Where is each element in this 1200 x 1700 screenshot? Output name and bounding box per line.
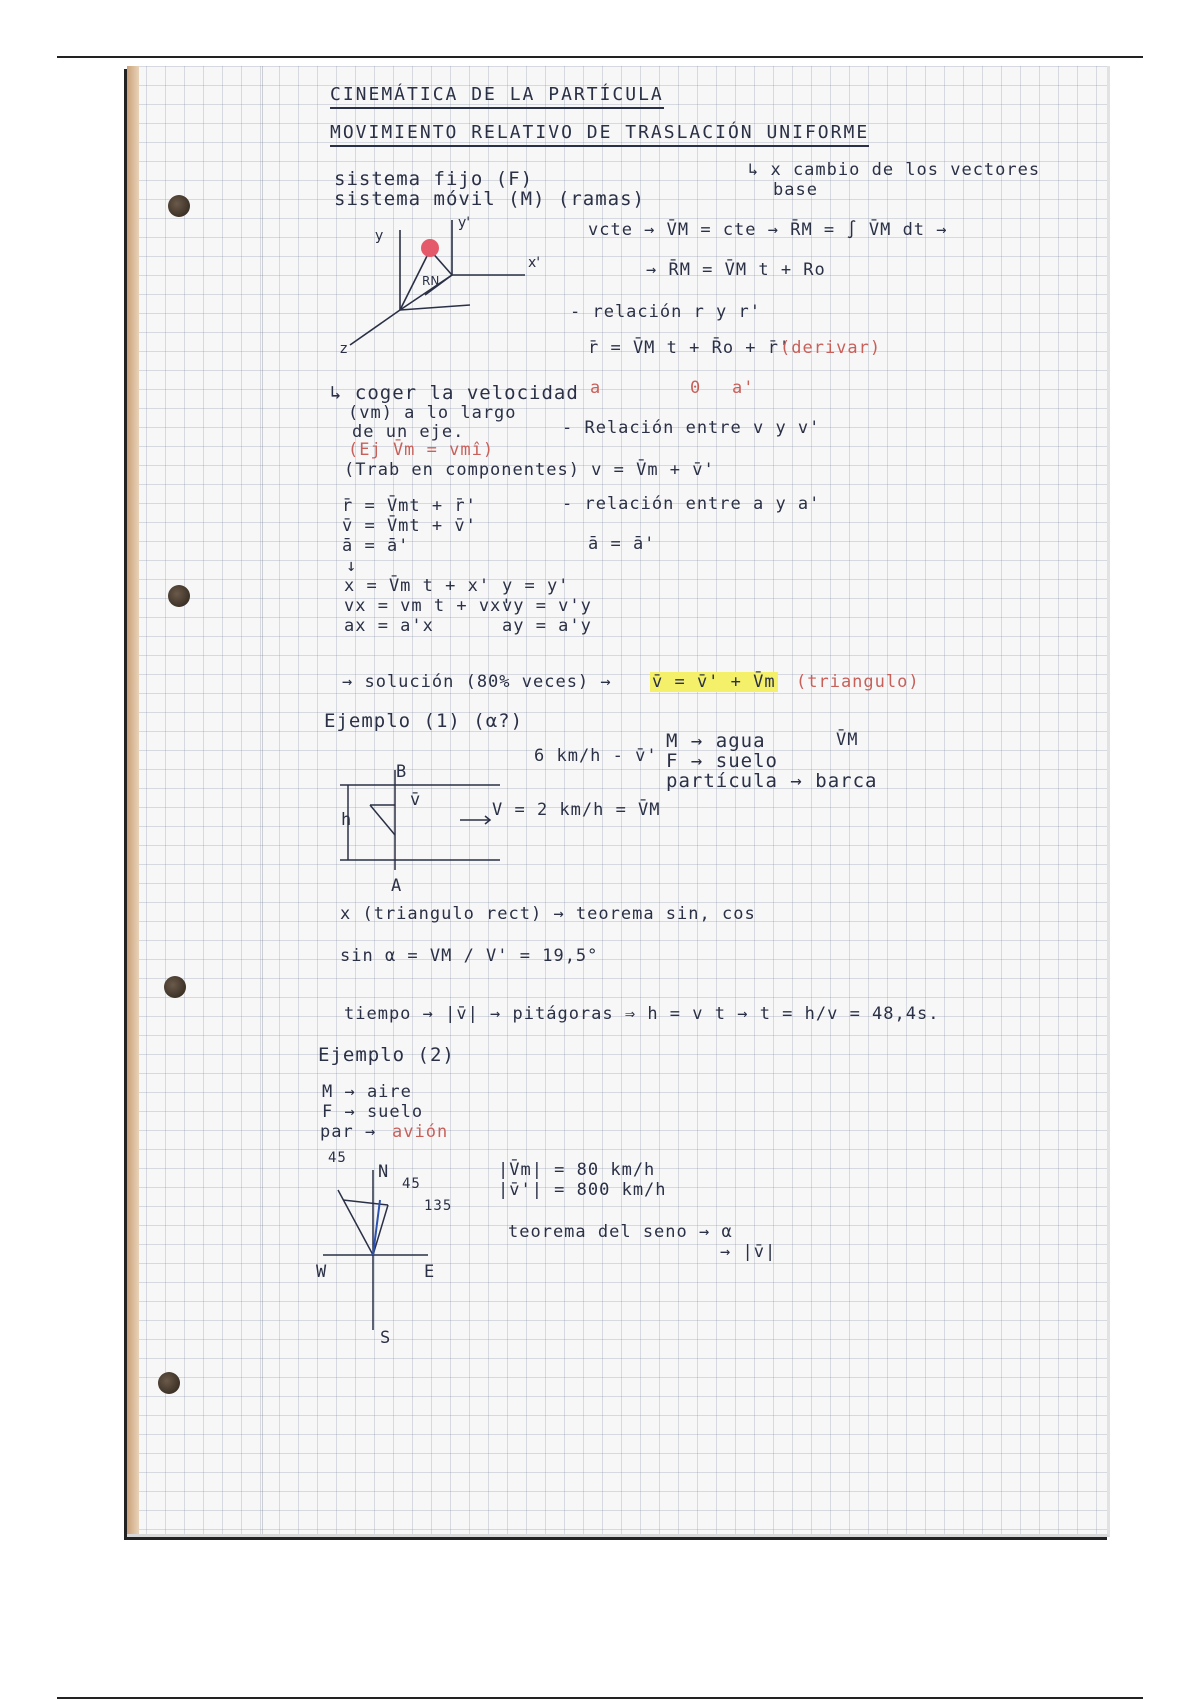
example-1-triangle: x (triangulo rect) → teorema sin, cos <box>340 904 756 924</box>
example-1-vm-symbol: V̄M <box>836 730 859 750</box>
base-change-note-2: base <box>773 180 818 200</box>
river-diagram <box>340 760 510 880</box>
mobile-system-label: sistema móvil (M) (ramas) <box>334 188 645 210</box>
tip-line-1: ↳ coger la velocidad <box>330 382 579 404</box>
example-2-f: F → suelo <box>322 1102 424 1122</box>
example-1-time: tiempo → |v̄| → pitágoras ⇒ h = v t → t = h/v = 48,4s. <box>344 1004 940 1024</box>
example-1-a-label: A <box>391 876 403 896</box>
rm-equation: → R̄M = V̄M t + Ro <box>646 260 826 280</box>
fixed-system-label: sistema fijo (F) <box>334 168 534 190</box>
under-a-prime: a' <box>732 378 755 398</box>
example-2-vm: |V̄m| = 80 km/h <box>498 1160 656 1180</box>
example-2-west: W <box>316 1262 328 1282</box>
example-2-angle-135: 135 <box>424 1198 453 1214</box>
reference-frames-diagram <box>340 215 540 355</box>
example-2-heading: Ejemplo (2) <box>318 1044 455 1066</box>
component-eq-2: vx = vm t + vx' <box>344 596 513 616</box>
top-rule <box>57 56 1143 58</box>
example-2-north: N <box>378 1162 390 1182</box>
component-eq-5: vy = v'y <box>502 596 592 616</box>
a-equation: ā = ā' <box>588 534 656 554</box>
under-a: a <box>590 378 602 398</box>
example-1-heading: Ejemplo (1) (α?) <box>324 710 524 732</box>
example-1-flow: V = 2 km/h = V̄M <box>492 800 661 820</box>
svg-text:y': y' <box>458 215 471 231</box>
solution-equation: v̄ = v̄' + V̄m <box>652 672 776 692</box>
example-2-theorem-2: → |v̄| <box>720 1242 777 1262</box>
system-arrow: ↓ <box>346 556 358 576</box>
derive-note: (derivar) <box>780 338 882 358</box>
tip-line-4: (Ej V̄m = vmî) <box>348 440 495 460</box>
component-eq-6: ay = a'y <box>502 616 592 636</box>
example-2-p: par → <box>320 1122 377 1142</box>
bottom-rule <box>57 1697 1143 1699</box>
example-1-speed: 6 km/h - v̄' <box>534 746 658 766</box>
svg-text:x': x' <box>528 255 541 271</box>
base-change-note: ↳ x cambio de los vectores <box>748 160 1041 180</box>
page-subtitle: MOVIMIENTO RELATIVO DE TRASLACIÓN UNIFORME <box>330 122 869 147</box>
solution-label: → solución (80% veces) → <box>342 672 612 692</box>
example-2-angle-45b: 45 <box>402 1176 421 1192</box>
vcte-equation: vcte → V̄M = cte → R̄M = ∫ V̄M dt → <box>588 220 948 240</box>
example-1-b-label: B <box>396 762 408 782</box>
example-2-v: |v̄'| = 800 km/h <box>498 1180 667 1200</box>
system-eq-3: ā = ā' <box>342 536 410 556</box>
svg-text:z: z <box>340 341 348 357</box>
page-title: CINEMÁTICA DE LA PARTÍCULA <box>330 84 664 109</box>
example-2-south: S <box>380 1328 392 1348</box>
example-2-m: M → aire <box>322 1082 412 1102</box>
example-1-h-label: h <box>341 810 353 830</box>
example-1-p: partícula → barca <box>666 770 878 792</box>
example-1-v-symbol: v̄ <box>410 790 422 810</box>
component-eq-3: ax = a'x <box>344 616 434 636</box>
example-2-east: E <box>424 1262 436 1282</box>
component-eq-4: y = y' <box>502 576 570 596</box>
punch-hole <box>168 585 190 607</box>
svg-text:RN: RN <box>422 274 440 288</box>
punch-hole <box>168 195 190 217</box>
example-1-m: M → agua <box>666 730 766 752</box>
example-1-f: F → suelo <box>666 750 778 772</box>
relation-a-heading: - relación entre a y a' <box>562 494 821 514</box>
solution-note: (triangulo) <box>796 672 920 692</box>
compass-diagram <box>318 1160 448 1340</box>
punch-hole <box>158 1372 180 1394</box>
component-eq-1: x = V̄m t + x' <box>344 576 491 596</box>
example-2-plane: avión <box>392 1122 449 1142</box>
system-eq-2: v̄ = V̄mt + v̄' <box>342 516 477 536</box>
example-1-sin: sin α = VM / V' = 19,5° <box>340 946 599 966</box>
relation-v-heading: - Relación entre v y v' <box>562 418 821 438</box>
punch-hole <box>164 976 186 998</box>
example-2-angle-45a: 45 <box>328 1150 347 1166</box>
tip-line-3: de un eje. <box>352 422 465 442</box>
sheet-binding-edge <box>127 66 139 1534</box>
svg-text:y: y <box>375 228 384 244</box>
example-2-theorem: teorema del seno → α <box>508 1222 733 1242</box>
relation-r-heading: - relación r y r' <box>570 302 761 322</box>
tip-line-2: (vm) a lo largo <box>348 403 517 423</box>
tip-line-5: (Trab en componentes) v = V̄m + v̄' <box>344 460 715 480</box>
under-o: 0 <box>690 378 702 398</box>
margin-line <box>262 66 263 1534</box>
r-equation: r̄ = V̄M t + R̄o + r̄' <box>588 338 791 358</box>
system-eq-1: r̄ = V̄mt + r̄' <box>342 496 477 516</box>
